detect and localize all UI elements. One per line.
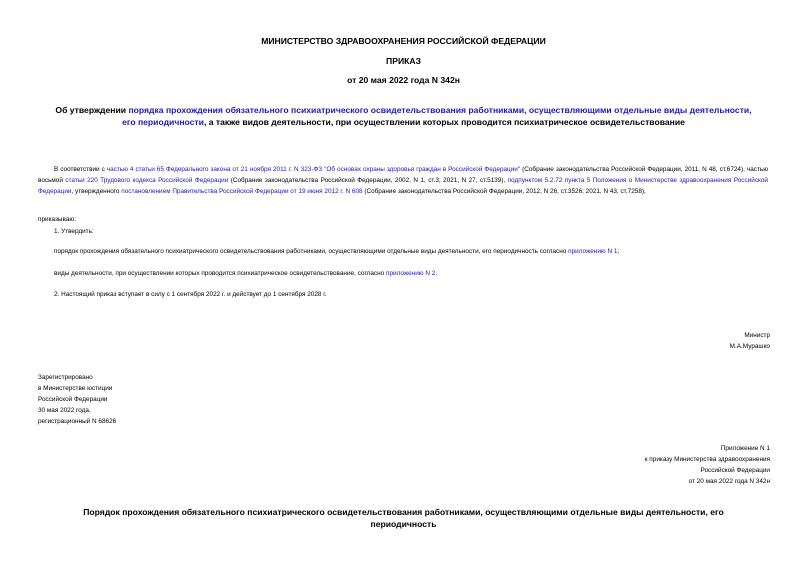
appendix-1-link[interactable]: приложению N 1 [568, 248, 618, 255]
doc-date-number: от 20 мая 2022 года N 342н [347, 75, 460, 85]
preamble-paragraph [38, 164, 768, 197]
preamble-text-2: (Собрание законодательства Российской Федерации, 2011, N 48, ст.6724), частью восьмой [38, 166, 769, 184]
preamble-text-4: , утвержденного [71, 188, 122, 195]
order-subitem-activities [54, 268, 437, 279]
preamble-link-decree-608[interactable]: постановлением Правительства Российской Федерации от 19 июня 2012 г. N 608 [121, 188, 363, 195]
prikazyvayu-text: приказываю: [38, 216, 76, 223]
subitem-procedure-text: порядок прохождения обязательного психиатрического освидетельствования работниками, осуществляющими отдельные виды деятельности, его периодичность согласно [54, 248, 569, 255]
title-link-periodicity[interactable]: его периодичности [122, 117, 204, 127]
preamble-link-323fz[interactable]: частью 4 статьи 65 Федерального закона от 21 ноября 2011 г. N 323-ФЗ "Об основах охраны здоровья граждан в Российской Федерации" [106, 166, 521, 173]
appendix-title-line2: периодичность [370, 519, 437, 529]
preamble-link-regulation[interactable]: подпунктом 5.2.72 пункта 5 Положения о Министерстве здравоохранения Российской Федерации [38, 177, 769, 195]
appendix-ref-line: от 20 мая 2022 года N 342н [688, 478, 770, 485]
registration-line: Зарегистрировано [38, 374, 93, 381]
registration-line: в Министерстве юстиции [38, 385, 113, 392]
registration-line: 30 мая 2022 года, [38, 407, 91, 414]
registration-line: регистрационный N 68626 [38, 418, 117, 425]
ministry-heading: МИНИСТЕРСТВО ЗДРАВООХРАНЕНИЯ РОССИЙСКОЙ ФЕДЕРАЦИИ [261, 36, 546, 46]
subitem-activities-text: виды деятельности, при осуществлении которых проводится психиатрическое освидетельствование, согласно [54, 270, 386, 277]
registration-block [38, 372, 116, 427]
appendix-ref-line: Российской Федерации [700, 467, 770, 474]
order-item-2: 2. Настоящий приказ вступает в силу с 1 сентября 2022 г. и действует до 1 сентября 2028 г. [54, 291, 327, 298]
signature-name: М.А.Мурашко [729, 343, 770, 350]
order-item-1: 1. Утвердить: [54, 228, 94, 235]
subitem-activities-end: . [435, 270, 438, 277]
appendix-reference-block [645, 443, 770, 487]
title-suffix: , а также видов деятельности, при осуществлении которых проводится психиатрическое освидетельствование [203, 117, 685, 127]
preamble-text-5: (Собрание законодательства Российской Федерации, 2012, N 26, ст.3526; 2021, N 43, ст.7258), [362, 188, 646, 195]
title-prefix: Об утверждении [55, 105, 129, 115]
order-title-line2 [0, 116, 807, 128]
appendix-title: Порядок прохождения обязательного психиатрического освидетельствования работниками, осуществляющими отдельные виды деятельности, его [83, 507, 724, 517]
order-subitem-procedure [54, 246, 619, 257]
title-link-procedure[interactable]: порядка прохождения обязательного психиатрического освидетельствования работниками, осуществляющими отдельные виды деятельности, [128, 105, 752, 115]
appendix-ref-line: Приложение N 1 [720, 445, 770, 452]
preamble-text-1: В соответствии с [54, 166, 107, 173]
appendix-ref-line: к приказу Министерства здравоохранения [644, 456, 770, 463]
preamble-link-labor-code[interactable]: статьи 220 Трудового кодекса Российской Федерации [65, 177, 229, 184]
signature-position: Министр [744, 332, 770, 339]
appendix-2-link[interactable]: приложению N 2 [386, 270, 436, 277]
doc-type-heading: ПРИКАЗ [386, 56, 421, 66]
preamble-text-3: (Собрание законодательства Российской Федерации, 2002, N 1, ст.3; 2021, N 27, ст.5139), [228, 177, 508, 184]
registration-line: Российской Федерации [38, 396, 108, 403]
subitem-procedure-end: ; [617, 248, 620, 255]
order-title [0, 104, 807, 116]
